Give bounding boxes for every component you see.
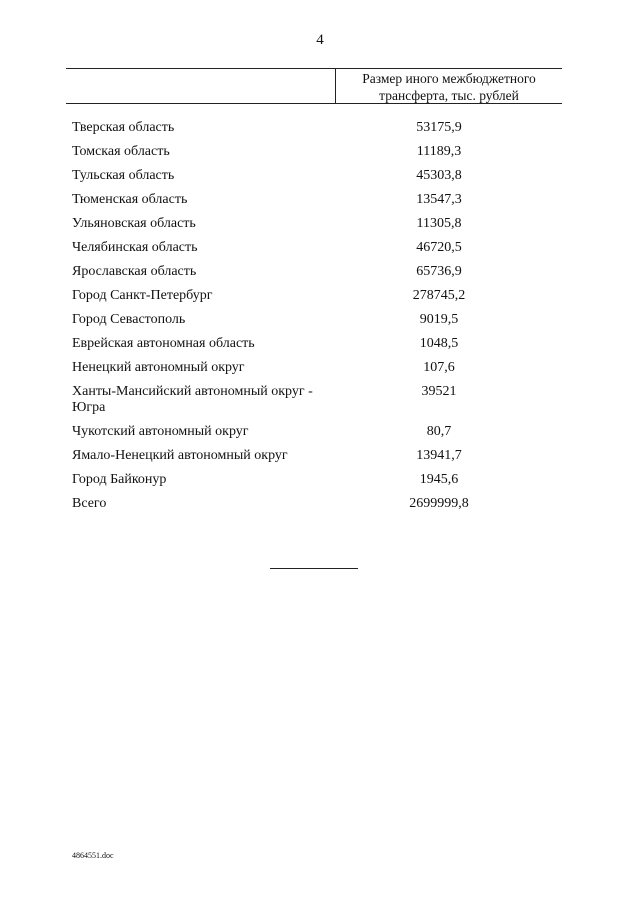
table-column-header-line-2: трансферта, тыс. рублей — [379, 88, 519, 103]
table-row — [72, 144, 562, 160]
region-name: Город Санкт-Петербург — [72, 288, 213, 303]
transfer-value: 53175,9 — [416, 120, 462, 135]
transfer-value: 278745,2 — [412, 288, 466, 303]
region-name: Ненецкий автономный округ — [72, 360, 245, 375]
transfer-value: 46720,5 — [416, 240, 462, 255]
table-row — [72, 288, 562, 304]
region-name: Город Севастополь — [72, 312, 186, 327]
table-row — [72, 312, 562, 328]
region-name: Ямало-Ненецкий автономный округ — [72, 448, 288, 463]
transfer-value: 80,7 — [426, 424, 452, 439]
transfer-value: 39521 — [421, 384, 457, 399]
table-row — [72, 168, 562, 184]
transfer-value: 1945,6 — [419, 472, 459, 487]
table-row — [72, 216, 562, 232]
transfer-value: 45303,8 — [416, 168, 462, 183]
transfer-value: 13941,7 — [416, 448, 462, 463]
transfer-value: 107,6 — [423, 360, 455, 375]
table-row — [72, 192, 562, 208]
transfer-value: 1048,5 — [419, 336, 459, 351]
region-name: Ханты-Мансийский автономный округ - Югра — [72, 384, 313, 415]
document-file-reference: 4864551.doc — [72, 851, 114, 860]
region-name: Ярославская область — [72, 264, 197, 279]
total-value: 2699999,8 — [409, 496, 469, 511]
table-row — [72, 448, 562, 464]
region-name: Ульяновская область — [72, 216, 196, 231]
table-row — [72, 360, 562, 376]
table-body — [72, 120, 562, 520]
region-name: Томская область — [72, 144, 170, 159]
table-row — [72, 336, 562, 352]
region-name: Тульская область — [72, 168, 175, 183]
table-row — [72, 472, 562, 488]
transfer-value: 65736,9 — [416, 264, 462, 279]
table-column-header-line-1: Размер иного межбюджетного — [362, 71, 536, 86]
table-column-header — [336, 70, 562, 104]
region-name: Челябинская область — [72, 240, 198, 255]
page-number: 4 — [316, 32, 324, 48]
table-row — [72, 384, 562, 416]
end-of-table-rule — [270, 568, 358, 569]
transfer-value: 11189,3 — [416, 144, 462, 159]
table-row — [72, 264, 562, 280]
transfer-value: 13547,3 — [416, 192, 462, 207]
table-total-row — [72, 496, 562, 512]
region-name: Еврейская автономная область — [72, 336, 255, 351]
table-row — [72, 120, 562, 136]
transfer-value: 11305,8 — [416, 216, 462, 231]
table-header-top-rule — [66, 68, 562, 69]
table-row — [72, 240, 562, 256]
region-name: Тюменская область — [72, 192, 188, 207]
table-row — [72, 424, 562, 440]
region-name: Город Байконур — [72, 472, 167, 487]
table-header-bottom-rule — [66, 103, 562, 104]
region-name: Тверская область — [72, 120, 175, 135]
total-label: Всего — [72, 496, 107, 511]
region-name: Чукотский автономный округ — [72, 424, 249, 439]
transfer-value: 9019,5 — [419, 312, 459, 327]
